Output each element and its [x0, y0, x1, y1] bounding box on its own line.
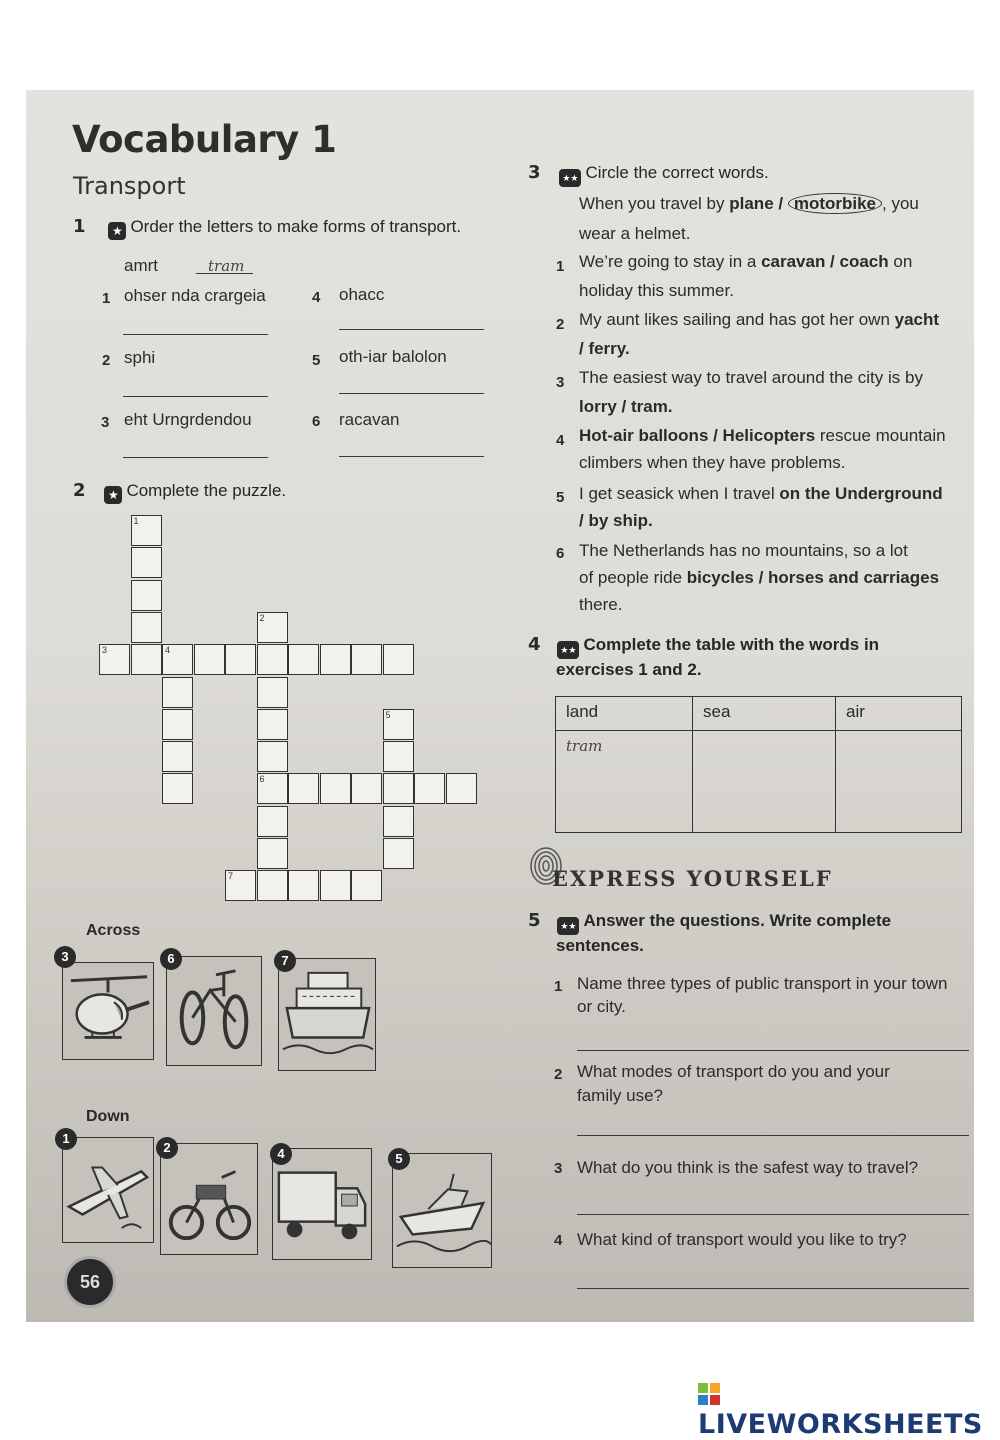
ex3-choice[interactable]: on the Underground: [779, 484, 943, 503]
ex1-item-text: sphi: [124, 348, 156, 367]
ex3-item6-line2: [579, 568, 939, 588]
crossword-cell[interactable]: [383, 773, 414, 804]
ex3-text: The easiest way to travel around the city is by: [579, 368, 923, 387]
yacht-icon: [392, 1153, 492, 1268]
ex3-choice[interactable]: Hot-air balloons / Helicopters: [579, 426, 816, 445]
ex5-question-line1: What kind of transport would you like to try?: [577, 1230, 907, 1249]
star-icon: ★: [104, 486, 122, 504]
ex5-question-number: 1: [554, 978, 563, 995]
ex3-instruction: Circle the correct words.: [585, 163, 769, 182]
table-header-sea: sea: [693, 697, 836, 731]
ex1-item-number: 1: [102, 290, 111, 307]
clue-number-badge: 5: [388, 1148, 410, 1170]
ex1-item-text: eht Urngrdendou: [124, 410, 252, 429]
ex3-item-number: 3: [556, 374, 565, 391]
table-cell-land[interactable]: [556, 731, 693, 833]
section-subtitle: Transport: [73, 172, 186, 200]
crossword-clue-number: 2: [259, 612, 265, 623]
crossword-cell[interactable]: [131, 612, 162, 643]
ex1-item-number: 5: [312, 352, 321, 369]
helicopter-icon: [62, 962, 154, 1060]
answer-line[interactable]: [339, 329, 484, 330]
crossword-cell[interactable]: [162, 709, 193, 740]
stars-icon: ★★: [559, 169, 581, 187]
ex3-item-line1: [579, 310, 939, 330]
ex1-item-text: racavan: [339, 410, 400, 429]
ex3-choice[interactable]: yacht: [894, 310, 940, 329]
crossword-cell[interactable]: [257, 870, 288, 901]
ex3-circled-option: motorbike: [788, 193, 882, 214]
crossword-cell[interactable]: [351, 644, 382, 675]
ex1-example-word: amrt: [124, 256, 158, 275]
ex1-item-number: 2: [102, 352, 111, 369]
ex3-text: We’re going to stay in a: [579, 252, 762, 271]
ex3-item-line1: [579, 484, 943, 504]
crossword-cell[interactable]: [288, 870, 319, 901]
ex4-instruction: Complete the table with the words in: [583, 635, 880, 654]
ship-icon: [278, 958, 376, 1071]
ex3-choice[interactable]: bicycles / horses and carriages: [686, 568, 940, 587]
crossword-cell[interactable]: [194, 644, 225, 675]
ex3-text: I get seasick when I travel: [579, 484, 780, 503]
express-yourself-banner: EXPRESS YOURSELF: [552, 866, 833, 891]
ex5-instruction: Answer the questions. Write complete: [583, 911, 892, 930]
bicycle-icon: [166, 956, 262, 1066]
ex2-heading: [73, 480, 286, 504]
crossword-cell[interactable]: [257, 677, 288, 708]
ex3-text: rescue mountain: [815, 426, 946, 445]
crossword-cell[interactable]: [351, 773, 382, 804]
ex3-item6-line3: there.: [579, 595, 623, 614]
ex5-question-line1: Name three types of public transport in your town: [577, 974, 948, 993]
ex3-example-line1: [579, 194, 919, 214]
table-cell-air[interactable]: [836, 731, 962, 833]
crossword-cell[interactable]: [162, 677, 193, 708]
ex3-item-number: 5: [556, 489, 565, 506]
crossword-cell[interactable]: [320, 644, 351, 675]
answer-line[interactable]: [123, 396, 268, 397]
answer-line[interactable]: [123, 457, 268, 458]
clue-number-badge: 7: [274, 950, 296, 972]
crossword-clue-number: 7: [228, 871, 234, 882]
ex1-item-number: 6: [312, 413, 321, 430]
lorry-icon: [272, 1148, 372, 1260]
ex3-item-line2[interactable]: lorry / tram.: [579, 397, 673, 416]
ex3-item-line1: [579, 426, 946, 446]
plane-icon: [62, 1137, 154, 1243]
crossword-cell[interactable]: [257, 709, 288, 740]
star-icon: ★: [108, 222, 126, 240]
ex1-item-text: ohacc: [339, 285, 385, 304]
ex1-example-answer: tram: [208, 257, 245, 275]
ex3-text: My aunt likes sailing and has got her own: [579, 310, 895, 329]
clue-number-badge: 6: [160, 948, 182, 970]
ex3-separator: /: [773, 194, 788, 213]
page-number: 56: [64, 1256, 116, 1308]
crossword-cell[interactable]: [320, 773, 351, 804]
ex3-item-number: 2: [556, 316, 565, 333]
table-cell-sea[interactable]: [693, 731, 836, 833]
ex1-heading: [73, 216, 461, 240]
answer-line[interactable]: [339, 393, 484, 394]
ex1-item-number: 4: [312, 289, 321, 306]
ex3-item-number: 4: [556, 432, 565, 449]
ex5-question-line2: or city.: [577, 997, 626, 1016]
ex4-heading: [528, 634, 879, 659]
ex1-item-number: 3: [101, 414, 110, 431]
ex3-option: plane: [729, 194, 774, 213]
ex5-question-number: 2: [554, 1066, 563, 1083]
ex5-question-number: 3: [554, 1160, 563, 1177]
ex3-item-line1: [579, 368, 923, 388]
ex3-item-number: 1: [556, 258, 565, 275]
ex1-item-text: ohser nda crargeia: [124, 286, 266, 305]
answer-line[interactable]: [123, 334, 268, 335]
table-example-word: tram: [566, 737, 603, 755]
crossword-cell[interactable]: [383, 644, 414, 675]
crossword-cell[interactable]: [225, 644, 256, 675]
crossword-cell[interactable]: [131, 580, 162, 611]
ex4-number: 4: [528, 634, 541, 655]
ex3-text: on: [888, 252, 913, 271]
crossword-cell[interactable]: [383, 838, 414, 869]
ex3-choice[interactable]: caravan / coach: [761, 252, 889, 271]
crossword-cell[interactable]: [162, 773, 193, 804]
ex5-question-line2: family use?: [577, 1086, 663, 1105]
crossword-cell[interactable]: [414, 773, 445, 804]
brand-text: LIVEWORKSHEETS: [698, 1409, 983, 1440]
brand-grid-icon: [698, 1383, 720, 1405]
crossword-clue-number: 1: [133, 516, 139, 526]
answer-line[interactable]: [577, 1288, 969, 1289]
ex5-instruction-line2: sentences.: [556, 936, 644, 955]
ex1-number: 1: [73, 216, 86, 237]
ex3-example-pre: When you travel by: [579, 194, 725, 213]
crossword-cell[interactable]: [257, 838, 288, 869]
ex3-item-line2: holiday this summer.: [579, 281, 734, 300]
ex5-question-line1: What do you think is the safest way to travel?: [577, 1158, 919, 1177]
across-label: Across: [86, 922, 141, 939]
category-table: [555, 696, 962, 833]
page-title: Vocabulary 1: [72, 118, 337, 161]
ex5-heading: [528, 910, 891, 935]
clue-number-badge: 4: [270, 1143, 292, 1165]
ex3-example-line2: wear a helmet.: [579, 224, 691, 243]
down-label: Down: [86, 1108, 130, 1125]
liveworksheets-logo: [698, 1378, 1000, 1440]
ex3-item-line1: [579, 252, 912, 272]
crossword-cell[interactable]: [351, 870, 382, 901]
ex3-text: of people ride: [579, 568, 687, 587]
crossword-cell[interactable]: [131, 644, 162, 675]
ex2-number: 2: [73, 480, 86, 501]
crossword-cell[interactable]: [320, 870, 351, 901]
crossword-cell[interactable]: [257, 644, 288, 675]
crossword-clue-number: 6: [259, 774, 265, 785]
crossword-cell[interactable]: [131, 547, 162, 578]
ex3-number: 3: [528, 162, 541, 183]
ex3-item6-line1: The Netherlands has no mountains, so a lot: [579, 541, 908, 560]
crossword-cell[interactable]: [446, 773, 477, 804]
crossword-cell[interactable]: [257, 806, 288, 837]
crossword-clue-number: 5: [385, 709, 391, 720]
ex3-heading: [528, 162, 769, 187]
answer-line[interactable]: [577, 1050, 969, 1051]
ex1-instruction: Order the letters to make forms of transport.: [130, 217, 462, 236]
ex3-item-line2: climbers when they have problems.: [579, 453, 846, 472]
clue-number-badge: 1: [55, 1128, 77, 1150]
ex5-number: 5: [528, 910, 541, 931]
ex5-question-number: 4: [554, 1232, 563, 1249]
ex4-instruction-line2: exercises 1 and 2.: [556, 660, 702, 679]
ex5-question-line1: What modes of transport do you and your: [577, 1062, 890, 1081]
motorbike-icon: [160, 1143, 258, 1255]
stars-icon: ★★: [557, 641, 579, 659]
ex2-instruction: Complete the puzzle.: [126, 481, 287, 500]
crossword-cell[interactable]: [288, 773, 319, 804]
crossword-cell[interactable]: [383, 741, 414, 772]
stars-icon: ★★: [557, 917, 579, 935]
table-header-air: air: [836, 697, 962, 731]
crossword-clue-number: 3: [102, 645, 108, 656]
answer-line[interactable]: [577, 1135, 969, 1136]
table-header-land: land: [556, 697, 693, 731]
crossword-cell[interactable]: [257, 741, 288, 772]
ex3-item-line2[interactable]: / by ship.: [579, 511, 653, 530]
clue-number-badge: 2: [156, 1137, 178, 1159]
answer-line[interactable]: [577, 1214, 969, 1215]
crossword-cell[interactable]: [383, 806, 414, 837]
crossword-clue-number: 4: [165, 645, 171, 656]
ex3-item-line2[interactable]: / ferry.: [579, 339, 630, 358]
answer-line: [196, 273, 253, 274]
answer-line[interactable]: [339, 456, 484, 457]
crossword-cell[interactable]: [162, 741, 193, 772]
clue-number-badge: 3: [54, 946, 76, 968]
ex3-example-post: , you: [882, 194, 919, 213]
crossword-cell[interactable]: [288, 644, 319, 675]
ex1-item-text: oth-iar balolon: [339, 347, 447, 366]
ex3-item-number: 6: [556, 545, 565, 562]
